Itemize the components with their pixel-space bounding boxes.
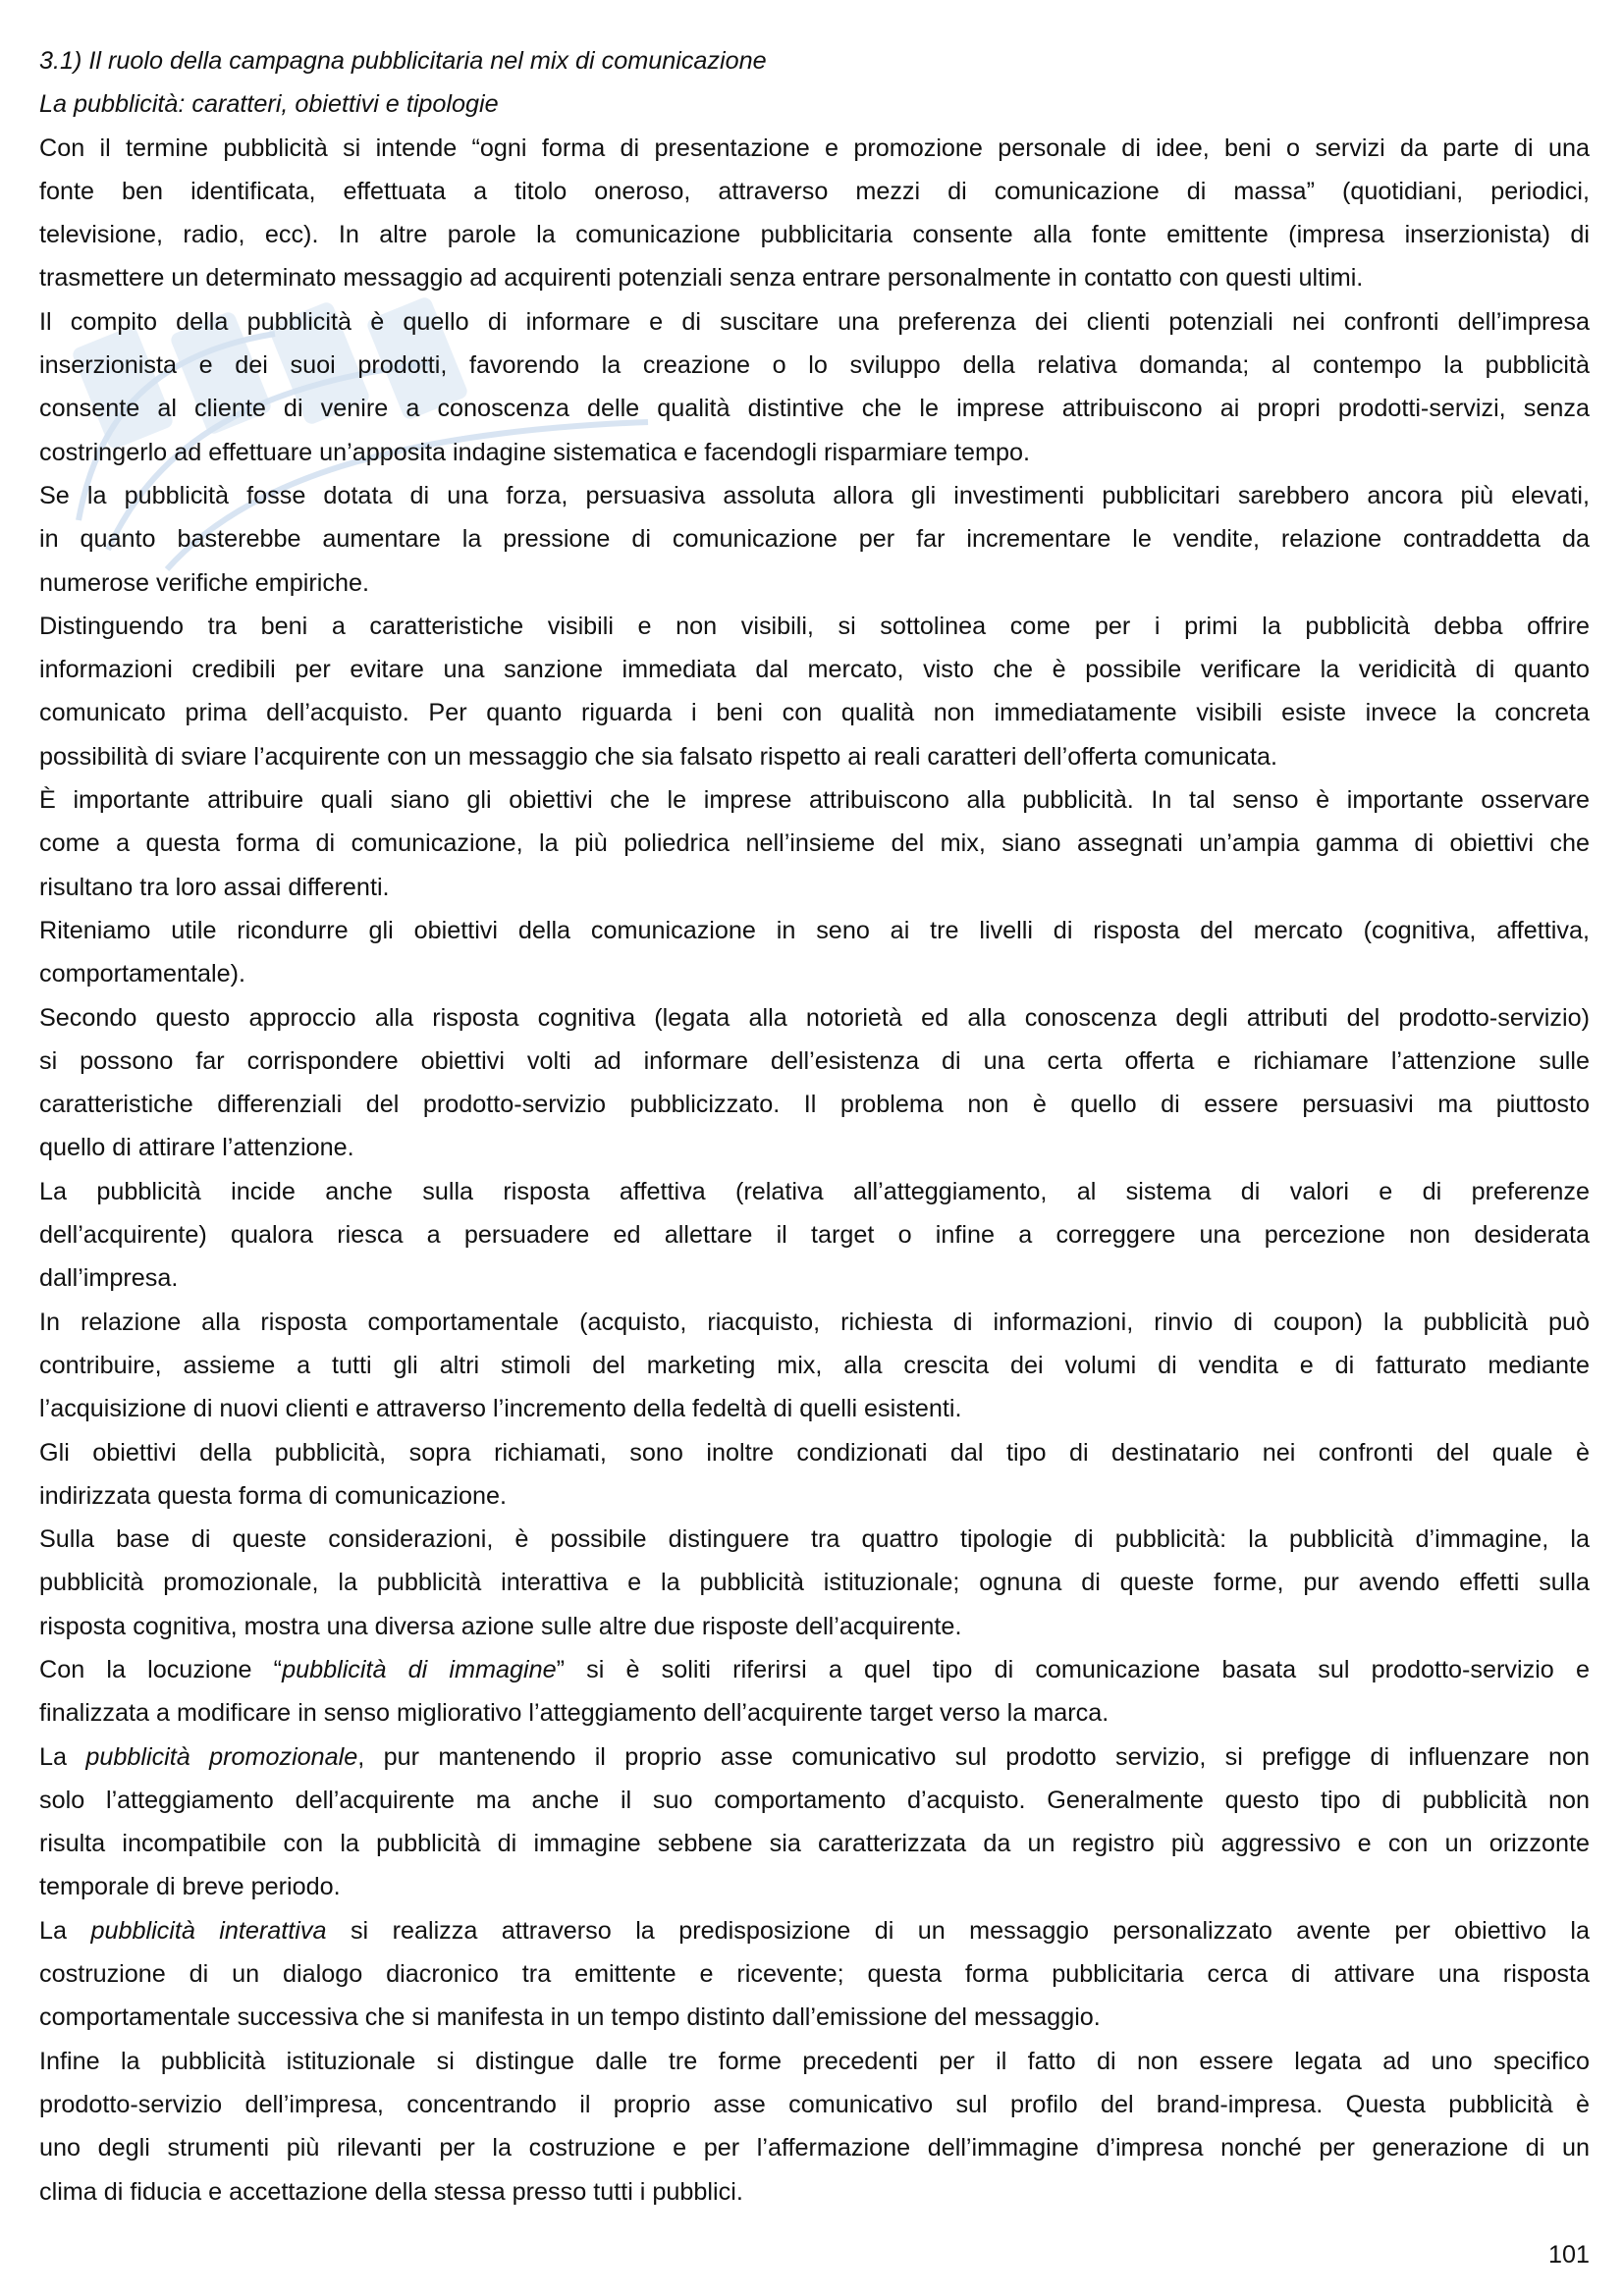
text-line [39, 1561, 1590, 1604]
document-body [39, 39, 1590, 2214]
paragraph [39, 300, 1590, 474]
text-run: temporale di breve periodo. [39, 1873, 341, 1901]
text-line [39, 2040, 1590, 2083]
text-line [39, 1474, 1590, 1518]
text-run: quello di attirare l’attenzione. [39, 1134, 354, 1162]
page-number: 101 [1547, 2241, 1590, 2269]
italic-term: pubblicità di immagine [282, 1655, 557, 1683]
text-line [39, 256, 1590, 299]
text-run: dall’impresa. [39, 1264, 179, 1293]
text-run: numerose verifiche empiriche. [39, 568, 369, 597]
paragraph [39, 778, 1590, 909]
text-line [39, 2083, 1590, 2126]
text-line [39, 387, 1590, 430]
text-line [39, 213, 1590, 256]
text-run: indirizzata questa forma di comunicazione. [39, 1481, 508, 1510]
text-line [39, 1344, 1590, 1387]
text-line [39, 127, 1590, 170]
text-run: uno degli strumenti più rilevanti per la costruzione e per l’affermazione dell’immagine d’impresa nonché per generazione di un [39, 2134, 1590, 2163]
text-run: ” si è soliti riferirsi a quel tipo di comunicazione basata sul prodotto-servizio e [556, 1655, 1590, 1683]
text-line [39, 2170, 1590, 2214]
text-run: Il compito della pubblicità è quello di informare e di suscitare una preferenza dei clienti potenziali nei confronti dell’impresa [39, 307, 1590, 336]
text-run: caratteristiche differenziali del prodotto-servizio pubblicizzato. Il problema non è quello di essere persuasivi ma piuttosto [39, 1091, 1590, 1119]
text-line [39, 474, 1590, 517]
text-run: , pur mantenendo il proprio asse comunicativo sul prodotto servizio, si prefigge di influenzare non [357, 1742, 1591, 1771]
text-line [39, 170, 1590, 213]
text-line [39, 952, 1590, 995]
text-run: Secondo questo approccio alla risposta cognitiva (legata alla notorietà ed alla conoscenza degli attributi del prodotto-servizio) [39, 1003, 1590, 1032]
text-line [39, 1779, 1590, 1822]
text-run: possibilità di sviare l’acquirente con un messaggio che sia falsato rispetto ai reali caratteri dell’offerta comunicata. [39, 742, 1277, 771]
text-run: costringerlo ad effettuare un’apposita indagine sistematica e facendogli risparmiare tempo. [39, 438, 1031, 466]
text-line [39, 300, 1590, 344]
text-line [39, 1126, 1590, 1169]
paragraph [39, 996, 1590, 1170]
text-line [39, 1909, 1590, 1952]
text-line [39, 1387, 1590, 1430]
text-run: La [39, 1742, 86, 1771]
text-run: in quanto basterebbe aumentare la pressione di comunicazione per far incrementare le vendite, relazione contraddetta da [39, 525, 1590, 554]
section-subtitle: La pubblicità: caratteri, obiettivi e tipologie [39, 90, 499, 119]
text-run: informazioni credibili per evitare una sanzione immediata dal mercato, visto che è possibile verificare la veridicità di quanto [39, 656, 1590, 684]
paragraph [39, 1431, 1590, 1519]
text-line [39, 996, 1590, 1040]
text-line [39, 605, 1590, 648]
text-run: Gli obiettivi della pubblicità, sopra richiamati, sono inoltre condizionati dal tipo di destinatario nei confronti del quale è [39, 1438, 1590, 1467]
text-run: Distinguendo tra beni a caratteristiche visibili e non visibili, si sottolinea come per i primi la pubblicità debba offrire [39, 612, 1590, 640]
paragraph [39, 127, 1590, 300]
text-run: prodotto-servizio dell’impresa, concentrando il proprio asse comunicativo sul profilo del brand-impresa. Questa pubblicità è [39, 2090, 1590, 2118]
text-run: La pubblicità incide anche sulla risposta affettiva (relativa all’atteggiamento, al sistema di valori e di preferenze [39, 1177, 1590, 1205]
text-run: finalizzata a modificare in senso migliorativo l’atteggiamento dell’acquirente target verso la marca. [39, 1699, 1109, 1728]
text-run: pubblicità promozionale, la pubblicità interattiva e la pubblicità istituzionale; ognuna di queste forme, pur avendo effetti sulla [39, 1569, 1590, 1597]
text-run: si realizza attraverso la predisposizione di un messaggio personalizzato avente per obiettivo la [326, 1916, 1591, 1945]
italic-term: pubblicità promozionale [85, 1742, 358, 1771]
paragraph [39, 1301, 1590, 1431]
text-line [39, 1735, 1590, 1779]
paragraph [39, 1170, 1590, 1301]
text-run: Riteniamo utile ricondurre gli obiettivi della comunicazione in seno ai tre livelli di risposta del mercato (cognitiva, affettiva, [39, 916, 1590, 944]
text-line [39, 1083, 1590, 1126]
paragraph [39, 1735, 1590, 1909]
text-line [39, 1040, 1590, 1083]
text-line [39, 735, 1590, 778]
text-run: Infine la pubblicità istituzionale si distingue dalle tre forme precedenti per il fatto di non essere legata ad uno specifico [39, 2047, 1590, 2075]
text-line [39, 691, 1590, 734]
paragraph-list [39, 127, 1590, 2214]
text-line [39, 909, 1590, 952]
text-run: risultano tra loro assai differenti. [39, 873, 390, 901]
text-line [39, 1170, 1590, 1213]
text-line [39, 344, 1590, 387]
text-run: fonte ben identificata, effettuata a titolo oneroso, attraverso mezzi di comunicazione di massa” (quotidiani, periodici, [39, 177, 1590, 205]
text-line [39, 1213, 1590, 1256]
text-line [39, 866, 1590, 909]
text-line [39, 1691, 1590, 1735]
paragraph [39, 2040, 1590, 2214]
text-run: televisione, radio, ecc). In altre parole la comunicazione pubblicitaria consente alla fonte emittente (impresa inserzionista) di [39, 221, 1590, 249]
paragraph [39, 1909, 1590, 2040]
text-run: comunicato prima dell’acquisto. Per quanto riguarda i beni con qualità non immediatamente visibili esiste invece la concreta [39, 699, 1590, 727]
text-line [39, 1822, 1590, 1865]
text-run: Sulla base di queste considerazioni, è possibile distinguere tra quattro tipologie di pubblicità: la pubblicità d’immagine, la [39, 1525, 1590, 1554]
paragraph [39, 474, 1590, 605]
text-run: Con la locuzione “ [39, 1655, 283, 1683]
text-run: comportamentale). [39, 960, 245, 988]
text-line [39, 778, 1590, 822]
text-run: l’acquisizione di nuovi clienti e attraverso l’incremento della fedeltà di quelli esistenti. [39, 1395, 962, 1423]
text-line [39, 822, 1590, 865]
text-line [39, 2126, 1590, 2169]
text-run: consente al cliente di venire a conoscenza delle qualità distintive che le imprese attribuiscono ai propri prodotti-servizi, senza [39, 395, 1590, 423]
text-run: Se la pubblicità fosse dotata di una forza, persuasiva assoluta allora gli investimenti pubblicitari sarebbero ancora più elevati, [39, 481, 1590, 509]
text-line [39, 1605, 1590, 1648]
text-line [39, 517, 1590, 561]
text-run: risulta incompatibile con la pubblicità di immagine sebbene sia caratterizzata da un registro più aggressivo e con un orizzonte [39, 1830, 1590, 1858]
text-line [39, 1996, 1590, 2039]
paragraph [39, 605, 1590, 778]
text-line [39, 1256, 1590, 1300]
text-line [39, 1865, 1590, 1908]
text-run: solo l’atteggiamento dell’acquirente ma anche il suo comportamento d’acquisto. Generalmente questo tipo di pubblicità non [39, 1786, 1590, 1814]
text-run: trasmettere un determinato messaggio ad acquirenti potenziali senza entrare personalmente in contatto con questi ultimi. [39, 264, 1364, 293]
text-line [39, 648, 1590, 691]
text-line [39, 1952, 1590, 1996]
text-run: inserzionista e dei suoi prodotti, favorendo la creazione o lo sviluppo della relativa domanda; al contempo la pubblicità [39, 351, 1590, 380]
text-run: La [39, 1916, 91, 1945]
text-run: si possono far corrispondere obiettivi volti ad informare dell’esistenza di una certa offerta e richiamare l’attenzione sulle [39, 1046, 1590, 1075]
paragraph [39, 1648, 1590, 1735]
paragraph [39, 1518, 1590, 1648]
text-run: costruzione di un dialogo diacronico tra emittente e ricevente; questa forma pubblicitaria cerca di attivare una risposta [39, 1960, 1590, 1989]
text-run: come a questa forma di comunicazione, la più poliedrica nell’insieme del mix, siano assegnati un’ampia gamma di obiettivi che [39, 829, 1590, 858]
text-run: Con il termine pubblicità si intende “ogni forma di presentazione e promozione personale di idee, beni o servizi da parte di una [39, 133, 1590, 162]
text-run: In relazione alla risposta comportamentale (acquisto, riacquisto, richiesta di informazioni, rinvio di coupon) la pubblicità può [39, 1308, 1590, 1336]
paragraph [39, 909, 1590, 996]
text-line [39, 1431, 1590, 1474]
text-line [39, 431, 1590, 474]
text-run: risposta cognitiva, mostra una diversa azione sulle altre due risposte dell’acquirente. [39, 1612, 962, 1640]
text-run: È importante attribuire quali siano gli obiettivi che le imprese attribuiscono alla pubblicità. In tal senso è importante osservare [39, 786, 1590, 815]
italic-term: pubblicità interattiva [90, 1916, 327, 1945]
text-line [39, 1518, 1590, 1561]
text-line [39, 561, 1590, 605]
text-run: dell’acquirente) qualora riesca a persuadere ed allettare il target o infine a correggere una percezione non desiderata [39, 1221, 1590, 1250]
text-line [39, 1648, 1590, 1691]
section-title: 3.1) Il ruolo della campagna pubblicitaria nel mix di comunicazione [39, 47, 767, 75]
text-run: comportamentale successiva che si manifesta in un tempo distinto dall’emissione del messaggio. [39, 2003, 1101, 2032]
text-run: contribuire, assieme a tutti gli altri stimoli del marketing mix, alla crescita dei volumi di vendita e di fatturato mediante [39, 1351, 1590, 1379]
text-run: clima di fiducia e accettazione della stessa presso tutti i pubblici. [39, 2177, 743, 2206]
text-line [39, 1301, 1590, 1344]
